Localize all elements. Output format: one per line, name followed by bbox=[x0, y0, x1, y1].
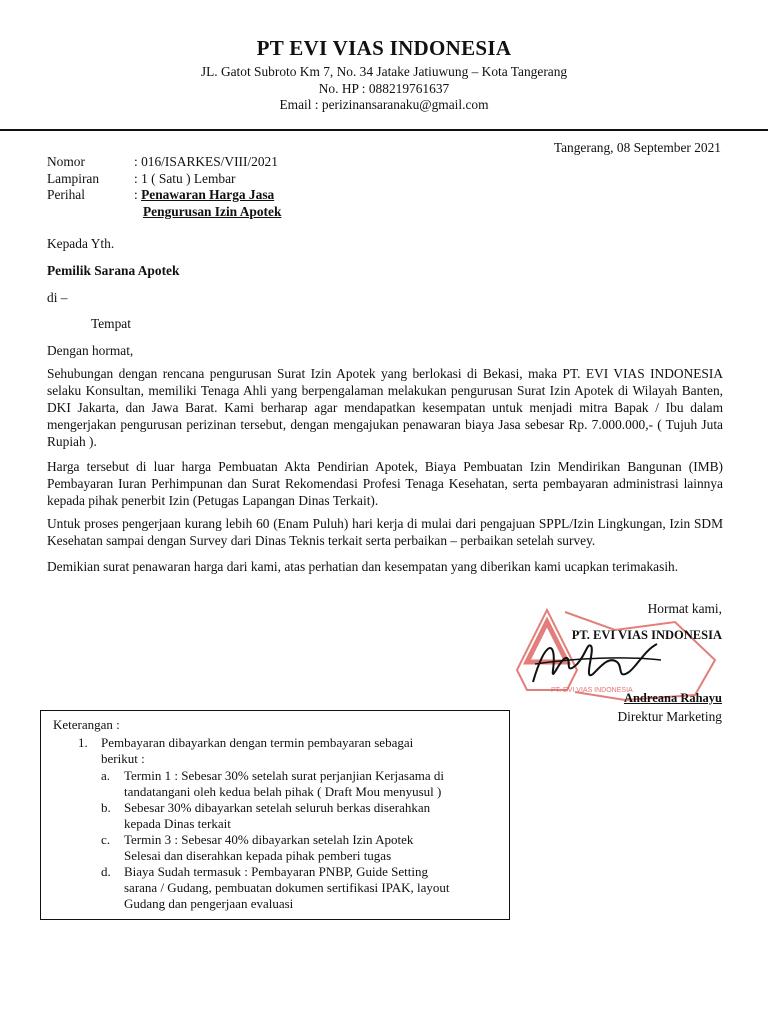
paragraph-1-text: Sehubungan dengan rencana pengurusan Surat Izin Apotek yang berlokasi di Bekasi, maka PT. EVI VIAS INDONESIA selaku Konsultan, memiliki Tenaga Ahli yang berpengalaman melakukan pengurusan Surat Izin Apotek di Wilayah Banten, DKI Jakarta, dan Jawa Barat. Kami berharap agar mendapatkan kesempatan untuk menjadi mitra Bapak / Ibu dalam mengerjakan pengurusan perizinan tersebut, dengan mengajukan penawaran biaya Jasa sebesar Rp. 7.000.000,- ( Tujuh Juta Rupiah ). bbox=[47, 366, 723, 449]
kepada-yth: Kepada Yth. bbox=[47, 236, 115, 251]
paragraph-1 bbox=[47, 365, 723, 450]
recipient-place: Tempat bbox=[91, 316, 131, 331]
perihal-label: Perihal bbox=[47, 187, 85, 202]
letter-date: Tangerang, 08 September 2021 bbox=[553, 140, 721, 155]
notes-subitem-label: c. bbox=[101, 832, 111, 847]
signature-company: PT. EVI VIAS INDONESIA bbox=[571, 628, 722, 642]
notes-subitem-line: Selesai dan diserahkan kepada pihak pemberi tugas bbox=[124, 848, 392, 863]
nomor-value: : 016/ISARKES/VIII/2021 bbox=[134, 154, 278, 169]
lampiran-value: : 1 ( Satu ) Lembar bbox=[134, 171, 236, 186]
perihal-line-1: Penawaran Harga Jasa bbox=[141, 187, 275, 202]
notes-item-line: berikut : bbox=[101, 751, 145, 766]
perihal-colon: : bbox=[134, 187, 142, 202]
recipient-di: di – bbox=[47, 290, 68, 305]
notes-box bbox=[40, 710, 510, 920]
signer-role: Direktur Marketing bbox=[617, 709, 722, 724]
notes-subitem-line: Gudang dan pengerjaan evaluasi bbox=[124, 896, 294, 911]
notes-subitem-label: a. bbox=[101, 768, 111, 783]
perihal-value bbox=[134, 186, 274, 203]
stamp-text: PT. EVI VIAS INDONESIA bbox=[551, 687, 633, 694]
notes-subitem-label: d. bbox=[101, 864, 111, 879]
notes-subitem-line: kepada Dinas terkait bbox=[124, 816, 231, 831]
notes-subitem-line: Sebesar 30% dibayarkan setelah seluruh berkas diserahkan bbox=[124, 800, 431, 815]
notes-title: Keterangan : bbox=[53, 717, 120, 732]
notes-subitem-line: Termin 1 : Sebesar 30% setelah surat perjanjian Kerjasama di bbox=[124, 768, 445, 783]
paragraph-3-text: Untuk proses pengerjaan kurang lebih 60 (Enam Puluh) hari kerja di mulai dari pengajuan SPPL/Izin Lingkungan, Izin SDM Kesehatan sampai dengan Survey dari Dinas Teknis terkait serta perbaikan – perbaikan setelah survey. bbox=[47, 516, 723, 548]
recipient-name: Pemilik Sarana Apotek bbox=[47, 263, 180, 278]
letterhead-divider bbox=[0, 129, 768, 131]
paragraph-4 bbox=[47, 558, 723, 575]
notes-subitem-line: Biaya Sudah termasuk : Pembayaran PNBP, Guide Setting bbox=[124, 864, 429, 879]
lampiran-label: Lampiran bbox=[47, 171, 100, 186]
notes-subitem-line: tandatangani oleh kedua belah pihak ( Draft Mou menyusul ) bbox=[124, 784, 442, 799]
notes-subitem-label: b. bbox=[101, 800, 111, 815]
company-email: Email : perizinansaranaku@gmail.com bbox=[279, 97, 489, 112]
notes-subitem-line: Termin 3 : Sebesar 40% dibayarkan setelah Izin Apotek bbox=[124, 832, 414, 847]
paragraph-2 bbox=[47, 458, 723, 509]
greeting: Dengan hormat, bbox=[47, 343, 134, 358]
company-address: JL. Gatot Subroto Km 7, No. 34 Jatake Jatiuwung – Kota Tangerang bbox=[200, 64, 568, 79]
signer-name: Andreana Rahayu bbox=[623, 691, 722, 705]
closing: Hormat kami, bbox=[647, 601, 722, 616]
notes-item-number: 1. bbox=[78, 735, 88, 750]
perihal-value-line-2 bbox=[143, 203, 281, 220]
paragraph-4-text: Demikian surat penawaran harga dari kami, atas perhatian dan kesempatan yang diberikan kami ucapkan terimakasih. bbox=[47, 559, 679, 574]
nomor-label: Nomor bbox=[47, 154, 85, 169]
company-phone: No. HP : 088219761637 bbox=[318, 81, 450, 96]
company-name: PT EVI VIAS INDONESIA bbox=[256, 36, 512, 60]
notes-item-line: Pembayaran dibayarkan dengan termin pembayaran sebagai bbox=[101, 735, 414, 750]
perihal-line-2: Pengurusan Izin Apotek bbox=[143, 204, 282, 219]
paragraph-2-text: Harga tersebut di luar harga Pembuatan Akta Pendirian Apotek, Biaya Pembuatan Izin Mendirikan Bangunan (IMB) Pembayaran Iuran Perhimpunan dan Surat Rekomendasi Profesi Tenaga Kesehatan, serta pembayaran administrasi lainnya kepada pihak penerbit Izin (Petugas Lapangan Dinas Terkait). bbox=[47, 459, 723, 508]
notes-subitem-line: sarana / Gudang, pembuatan dokumen sertifikasi IPAK, layout bbox=[124, 880, 450, 895]
paragraph-3 bbox=[47, 515, 723, 549]
